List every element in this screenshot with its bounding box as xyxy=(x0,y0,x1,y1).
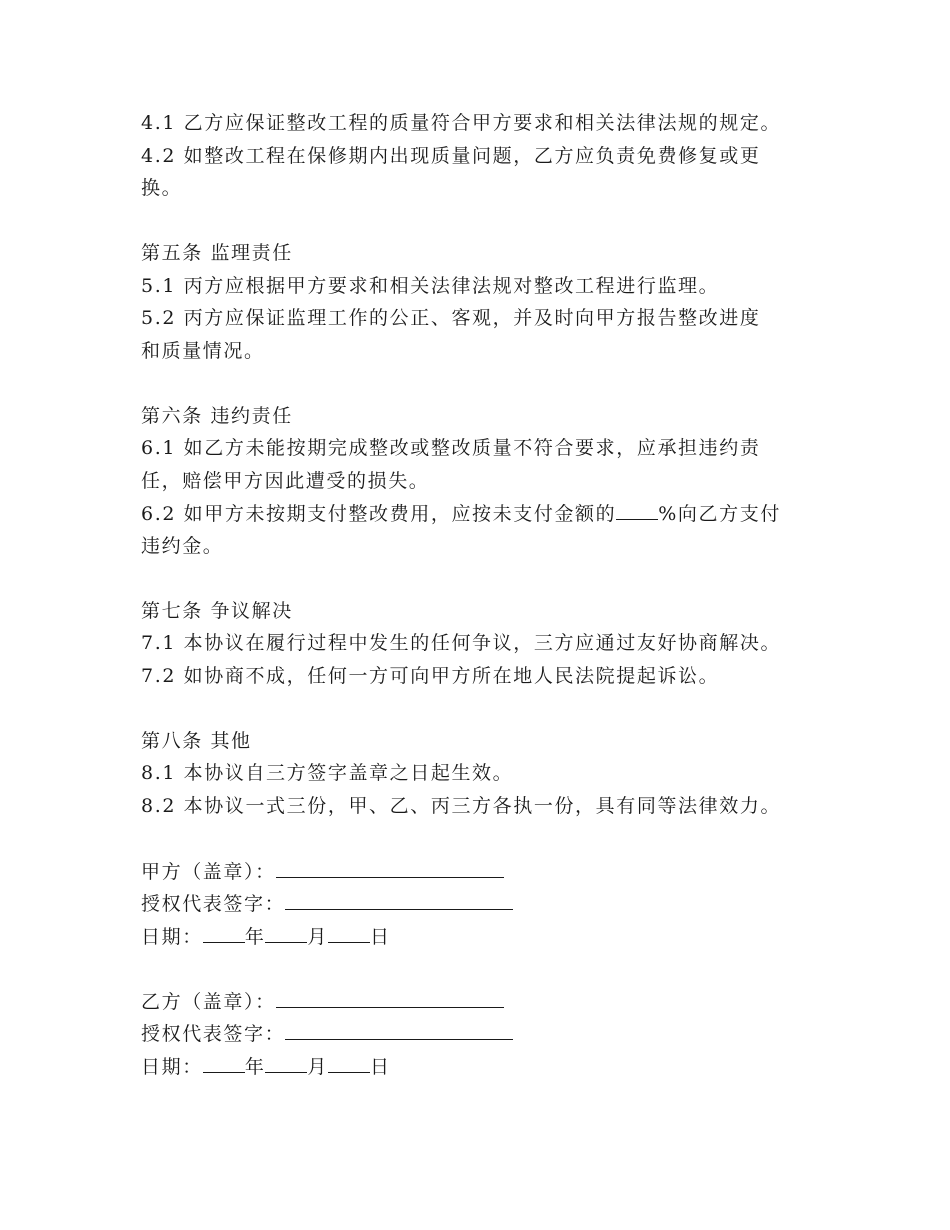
clause-5-2-line2: 和质量情况。 xyxy=(141,339,265,362)
clause-6-2-line2: 违约金。 xyxy=(141,534,224,557)
clause-7-1: 7.1 本协议在履行过程中发生的任何争议，三方应通过友好协商解决。 xyxy=(141,632,782,654)
party-b-date-line xyxy=(141,1050,841,1083)
clause-7-2: 7.2 如协商不成，任何一方可向甲方所在地人民法院提起诉讼。 xyxy=(141,664,720,687)
party-a-month-blank xyxy=(265,920,307,943)
party-a-seal-label: 甲方（盖章）： xyxy=(141,860,276,883)
clause-6-heading: 第六条 违约责任 xyxy=(141,404,293,427)
party-b-seal-label: 乙方（盖章）： xyxy=(141,990,276,1013)
party-b-seal-line xyxy=(141,985,841,1018)
clause-6-1-line1: 6.1 如乙方未能按期完成整改或整改质量不符合要求，应承担违约责 xyxy=(141,437,761,459)
clause-7-heading: 第七条 争议解决 xyxy=(141,599,293,622)
party-a-day-blank xyxy=(328,920,370,943)
document-body xyxy=(141,107,841,1082)
clause-6-2-line1 xyxy=(141,497,841,530)
clause-6-1-line2: 任，赔偿甲方因此遭受的损失。 xyxy=(141,469,430,492)
clause-8-1: 8.1 本协议自三方签字盖章之日起生效。 xyxy=(141,762,514,784)
party-a-seal-line xyxy=(141,855,841,888)
party-a-date-line xyxy=(141,920,841,953)
clause-5-2-line1: 5.2 丙方应保证监理工作的公正、客观，并及时向甲方报告整改进度 xyxy=(141,307,761,329)
clause-8-2: 8.2 本协议一式三份，甲、乙、丙三方各执一份，具有同等法律效力。 xyxy=(141,794,782,817)
party-b-month-blank xyxy=(265,1050,307,1073)
clause-5-1: 5.1 丙方应根据甲方要求和相关法律法规对整改工程进行监理。 xyxy=(141,274,720,297)
party-a-seal-blank xyxy=(276,855,504,878)
party-a-month-label: 月 xyxy=(307,925,329,948)
party-a-rep-blank xyxy=(285,887,513,910)
clause-6-2-text-after: %向乙方支付 xyxy=(658,503,781,525)
party-b-month-label: 月 xyxy=(307,1055,329,1078)
clause-6-2-text-before: 6.2 如甲方未按期支付整改费用，应按未支付金额的 xyxy=(141,503,617,525)
party-a-year-blank xyxy=(203,920,245,943)
party-b-day-label: 日 xyxy=(370,1055,391,1078)
party-a-day-label: 日 xyxy=(370,925,391,948)
penalty-percent-blank xyxy=(616,497,658,520)
clause-5-heading: 第五条 监理责任 xyxy=(141,242,293,264)
party-b-rep-label: 授权代表签字： xyxy=(141,1023,286,1045)
clause-4-2-line1: 4.2 如整改工程在保修期内出现质量问题，乙方应负责免费修复或更 xyxy=(141,144,761,167)
party-b-rep-line xyxy=(141,1017,841,1050)
party-b-day-blank xyxy=(328,1050,370,1073)
party-b-seal-blank xyxy=(276,985,504,1008)
party-b-year-blank xyxy=(203,1050,245,1073)
clause-4-1: 4.1 乙方应保证整改工程的质量符合甲方要求和相关法律法规的规定。 xyxy=(141,112,782,134)
clause-4-2-line2: 换。 xyxy=(141,177,183,199)
party-b-rep-blank xyxy=(285,1017,513,1040)
party-a-date-label: 日期： xyxy=(141,925,203,948)
party-a-rep-label: 授权代表签字： xyxy=(141,893,286,915)
party-b-date-label: 日期： xyxy=(141,1055,203,1078)
party-b-year-label: 年 xyxy=(244,1055,266,1078)
party-a-rep-line xyxy=(141,887,841,920)
party-a-year-label: 年 xyxy=(244,925,266,948)
clause-8-heading: 第八条 其他 xyxy=(141,729,252,752)
